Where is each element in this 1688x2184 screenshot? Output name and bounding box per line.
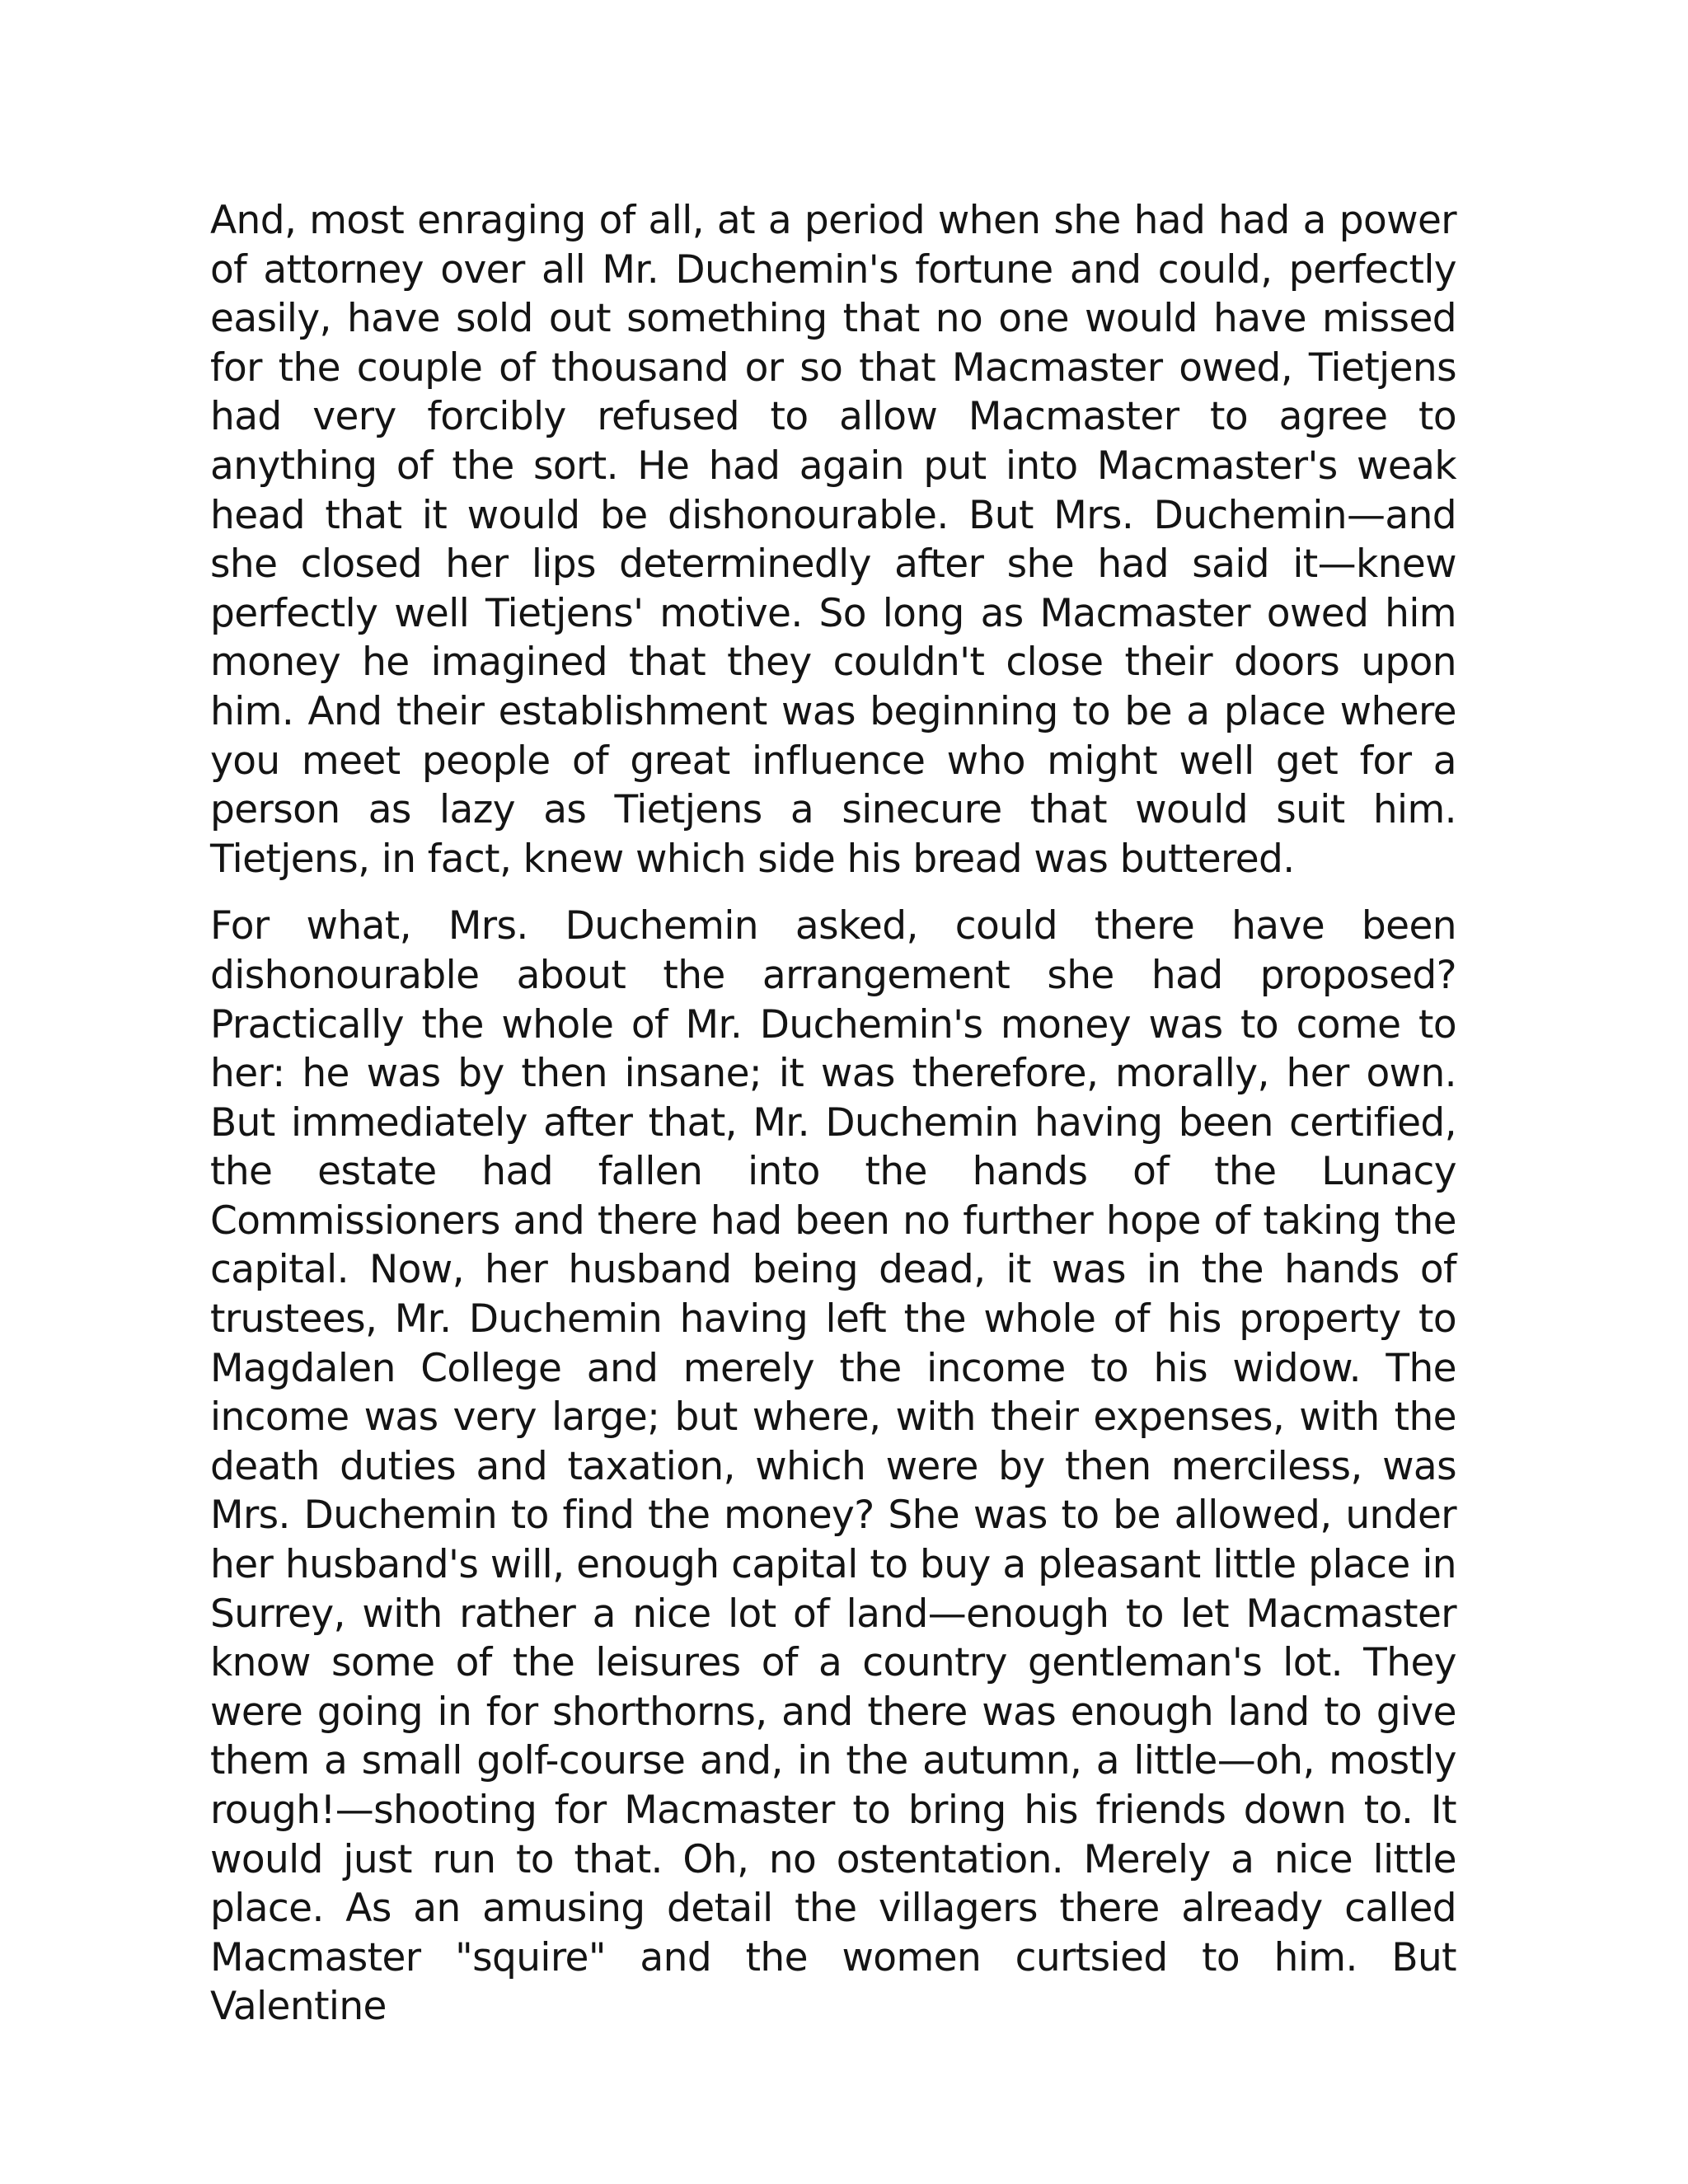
paragraph-2: For what, Mrs. Duchemin asked, could there have been dishonourable about the arrangement she had proposed? Practically the whole of Mr. Duchemin's money was to come to her: he was by then insane; it was therefore, morally, her own. But immediately after that, Mr. Duchemin having been certified, the estate had fallen into the hands of the Lunacy Commissioners and there had been no further hope of taking the capital. Now, her husband being dead, it was in the hands of trustees, Mr. Duchemin having left the whole of his property to Magdalen College and merely the income to his widow. The income was very large; but where, with their expenses, with the death duties and taxation, which were by then merciless, was Mrs. Duchemin to find the money? She was to be allowed, under her husband's will, enough capital to buy a pleasant little place in Surrey, with rather a nice lot of land—enough to let Macmaster know some of the leisures of a country gentleman's lot. They were going in for shorthorns, and there was enough land to give them a small golf-course and, in the autumn, a little—oh, mostly rough!—shooting for Macmaster to bring his friends down to. It would just run to that. Oh, no ostentation. Merely a nice little place. As an amusing detail the villagers there already called Macmaster "squire" and the women curtsied to him. But Valentine [210,903,1456,2030]
paragraph-1: And, most enraging of all, at a period when she had had a power of attorney over all Mr. Duchemin's fortune and could, perfectly easily, have sold out something that no one would have missed for the couple of thousand or so that Macmaster owed, Tietjens had very forcibly refused to allow Macmaster to agree to anything of the sort. He had again put into Macmaster's weak head that it would be dishonourable. But Mrs. Duchemin—and she closed her lips determinedly after she had said it—knew perfectly well Tietjens' motive. So long as Macmaster owed him money he imagined that they couldn't close their doors upon him. And their establishment was beginning to be a place where you meet people of great influence who might well get for a person as lazy as Tietjens a sinecure that would suit him. Tietjens, in fact, knew which side his bread was buttered. [210,198,1456,882]
page-body [210,196,1456,2032]
